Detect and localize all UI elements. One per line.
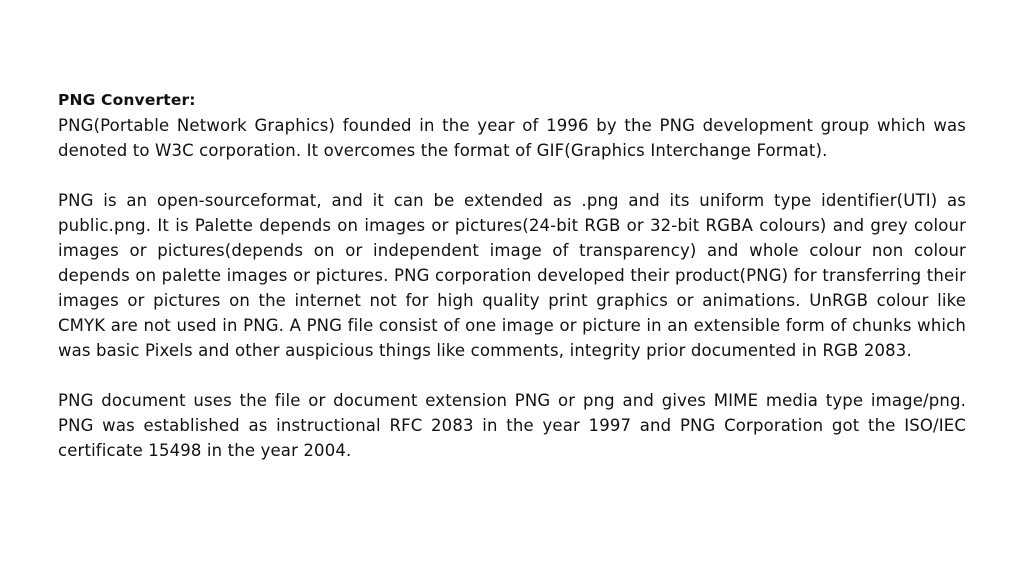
paragraph-intro: PNG(Portable Network Graphics) founded in the year of 1996 by the PNG development group which was denoted to W3C corporation. It overcomes the format of GIF(Graphics Interchange Format). (58, 116, 966, 160)
paragraph-format-details: PNG is an open-sourceformat, and it can be extended as .png and its uniform type identifier(UTI) as public.png. It is Palette depends on images or pictures(24-bit RGB or 32-bit RGBA colours) and grey colour images or pictures(depends on or independent image of transparency) and whole colour non colour depends on palette images or pictures. PNG corporation developed their product(PNG) for transferring their images or pictures on the internet not for high quality print graphics or animations. UnRGB colour like CMYK are not used in PNG. A PNG file consist of one image or picture in an extensible form of chunks which was basic Pixels and other auspicious things like comments, integrity prior documented in RGB 2083. (58, 191, 966, 360)
paragraph-mime-standards: PNG document uses the file or document extension PNG or png and gives MIME media type image/png. PNG was established as instructional RFC 2083 in the year 1997 and PNG Corporation got the ISO/IEC certificate 15498 in the year 2004. (58, 391, 966, 460)
document-body (58, 88, 966, 463)
document-title: PNG Converter: (58, 91, 196, 109)
